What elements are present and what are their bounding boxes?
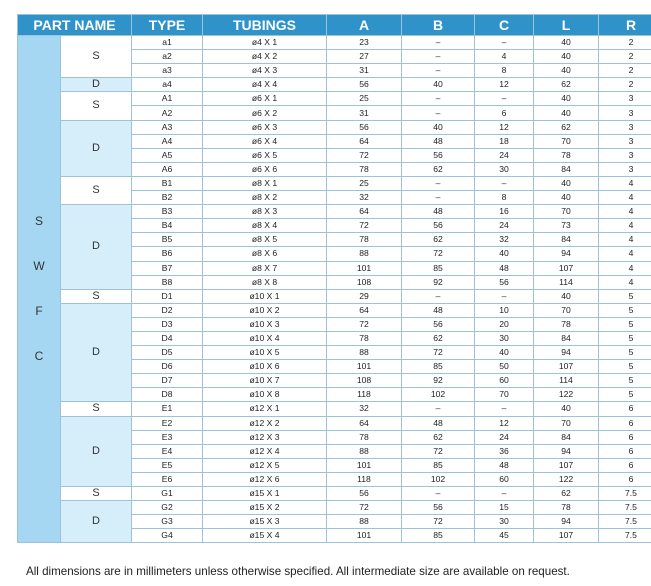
header-r: R [599, 15, 651, 36]
cell-r: 6 [599, 416, 651, 430]
cell-b: 48 [402, 303, 475, 317]
cell-b: – [402, 106, 475, 120]
cell-l: 114 [534, 374, 599, 388]
cell-a: 108 [327, 275, 402, 289]
cell-tubing: ø10 X 1 [203, 289, 327, 303]
cell-a: 78 [327, 233, 402, 247]
cell-b: 56 [402, 219, 475, 233]
cell-c: 60 [475, 472, 534, 486]
cell-type: D3 [132, 317, 203, 331]
cell-b: 85 [402, 458, 475, 472]
header-row [18, 15, 651, 36]
cell-r: 6 [599, 444, 651, 458]
cell-r: 2 [599, 64, 651, 78]
cell-b: 56 [402, 501, 475, 515]
cell-tubing: ø10 X 4 [203, 331, 327, 345]
series-letter: C [34, 349, 44, 364]
cell-b: 72 [402, 247, 475, 261]
cell-r: 7.5 [599, 515, 651, 529]
cell-tubing: ø6 X 6 [203, 162, 327, 176]
cell-tubing: ø10 X 5 [203, 346, 327, 360]
cell-a: 72 [327, 317, 402, 331]
cell-b: 56 [402, 148, 475, 162]
cell-type: A1 [132, 92, 203, 106]
cell-l: 40 [534, 402, 599, 416]
cell-a: 25 [327, 176, 402, 190]
cell-l: 70 [534, 134, 599, 148]
series-letter: S [34, 214, 43, 229]
cell-r: 6 [599, 430, 651, 444]
cell-l: 78 [534, 317, 599, 331]
cell-r: 7.5 [599, 487, 651, 501]
cell-l: 40 [534, 64, 599, 78]
cell-b: – [402, 191, 475, 205]
cell-tubing: ø6 X 1 [203, 92, 327, 106]
cell-a: 23 [327, 36, 402, 50]
cell-l: 70 [534, 303, 599, 317]
group-label: S [61, 176, 132, 204]
cell-tubing: ø8 X 1 [203, 176, 327, 190]
cell-r: 3 [599, 92, 651, 106]
cell-l: 40 [534, 92, 599, 106]
cell-r: 6 [599, 458, 651, 472]
table-row [18, 303, 651, 317]
cell-c: 6 [475, 106, 534, 120]
cell-type: a4 [132, 78, 203, 92]
cell-tubing: ø8 X 8 [203, 275, 327, 289]
cell-b: 62 [402, 430, 475, 444]
cell-a: 56 [327, 487, 402, 501]
cell-b: 48 [402, 205, 475, 219]
series-letter: W [33, 259, 45, 274]
cell-type: E1 [132, 402, 203, 416]
cell-c: 36 [475, 444, 534, 458]
header-tubings: TUBINGS [203, 15, 327, 36]
cell-b: 85 [402, 529, 475, 543]
cell-a: 72 [327, 148, 402, 162]
cell-r: 2 [599, 50, 651, 64]
cell-tubing: ø15 X 1 [203, 487, 327, 501]
cell-a: 78 [327, 162, 402, 176]
cell-r: 4 [599, 261, 651, 275]
cell-r: 3 [599, 106, 651, 120]
cell-type: B5 [132, 233, 203, 247]
cell-type: A3 [132, 120, 203, 134]
cell-a: 31 [327, 64, 402, 78]
cell-l: 40 [534, 176, 599, 190]
header-part-name: PART NAME [18, 15, 132, 36]
cell-c: – [475, 92, 534, 106]
cell-l: 122 [534, 472, 599, 486]
header-b: B [402, 15, 475, 36]
table-row [18, 78, 651, 92]
cell-c: 16 [475, 205, 534, 219]
cell-r: 5 [599, 317, 651, 331]
cell-l: 40 [534, 191, 599, 205]
cell-b: 85 [402, 261, 475, 275]
cell-type: B2 [132, 191, 203, 205]
cell-r: 2 [599, 36, 651, 50]
cell-r: 6 [599, 402, 651, 416]
cell-tubing: ø10 X 8 [203, 388, 327, 402]
cell-a: 32 [327, 191, 402, 205]
cell-type: E5 [132, 458, 203, 472]
cell-a: 101 [327, 458, 402, 472]
cell-c: 24 [475, 219, 534, 233]
cell-type: G3 [132, 515, 203, 529]
cell-tubing: ø12 X 4 [203, 444, 327, 458]
cell-c: 24 [475, 430, 534, 444]
cell-a: 32 [327, 402, 402, 416]
cell-c: 60 [475, 374, 534, 388]
cell-tubing: ø10 X 7 [203, 374, 327, 388]
cell-r: 3 [599, 148, 651, 162]
cell-a: 64 [327, 303, 402, 317]
group-label: S [61, 92, 132, 120]
cell-l: 107 [534, 360, 599, 374]
cell-b: 40 [402, 120, 475, 134]
series-label [18, 36, 61, 543]
cell-type: a3 [132, 64, 203, 78]
cell-c: – [475, 487, 534, 501]
table-row [18, 176, 651, 190]
cell-type: B4 [132, 219, 203, 233]
cell-b: 62 [402, 331, 475, 345]
group-label: S [61, 289, 132, 303]
cell-c: 32 [475, 233, 534, 247]
cell-tubing: ø4 X 3 [203, 64, 327, 78]
cell-type: D6 [132, 360, 203, 374]
cell-r: 2 [599, 78, 651, 92]
cell-l: 62 [534, 487, 599, 501]
cell-tubing: ø8 X 7 [203, 261, 327, 275]
dimensions-table [17, 14, 651, 543]
cell-tubing: ø12 X 1 [203, 402, 327, 416]
cell-type: B7 [132, 261, 203, 275]
cell-r: 5 [599, 388, 651, 402]
cell-type: E4 [132, 444, 203, 458]
cell-a: 88 [327, 515, 402, 529]
table-row [18, 289, 651, 303]
cell-r: 7.5 [599, 529, 651, 543]
cell-type: G2 [132, 501, 203, 515]
cell-c: 48 [475, 261, 534, 275]
cell-a: 108 [327, 374, 402, 388]
cell-b: – [402, 487, 475, 501]
cell-l: 73 [534, 219, 599, 233]
cell-tubing: ø15 X 3 [203, 515, 327, 529]
cell-c: 20 [475, 317, 534, 331]
header-l: L [534, 15, 599, 36]
cell-tubing: ø4 X 1 [203, 36, 327, 50]
cell-tubing: ø10 X 6 [203, 360, 327, 374]
cell-c: 50 [475, 360, 534, 374]
cell-tubing: ø12 X 2 [203, 416, 327, 430]
cell-l: 107 [534, 529, 599, 543]
cell-l: 107 [534, 261, 599, 275]
cell-c: 30 [475, 331, 534, 345]
cell-a: 101 [327, 261, 402, 275]
cell-a: 118 [327, 388, 402, 402]
cell-c: 12 [475, 416, 534, 430]
series-letter: F [35, 304, 43, 319]
cell-a: 78 [327, 331, 402, 345]
cell-c: 24 [475, 148, 534, 162]
table-row [18, 36, 651, 50]
header-a: A [327, 15, 402, 36]
cell-b: – [402, 92, 475, 106]
group-label: D [61, 120, 132, 176]
cell-r: 5 [599, 289, 651, 303]
cell-type: G1 [132, 487, 203, 501]
cell-a: 56 [327, 120, 402, 134]
cell-l: 62 [534, 78, 599, 92]
cell-r: 4 [599, 247, 651, 261]
group-label: S [61, 402, 132, 416]
cell-a: 64 [327, 134, 402, 148]
cell-l: 84 [534, 331, 599, 345]
cell-l: 114 [534, 275, 599, 289]
cell-type: D2 [132, 303, 203, 317]
cell-type: B8 [132, 275, 203, 289]
cell-l: 70 [534, 205, 599, 219]
cell-a: 64 [327, 205, 402, 219]
cell-c: 12 [475, 120, 534, 134]
cell-type: A6 [132, 162, 203, 176]
header-type: TYPE [132, 15, 203, 36]
cell-r: 4 [599, 275, 651, 289]
cell-tubing: ø6 X 4 [203, 134, 327, 148]
cell-c: 4 [475, 50, 534, 64]
table-row [18, 487, 651, 501]
cell-tubing: ø8 X 3 [203, 205, 327, 219]
cell-c: 30 [475, 515, 534, 529]
cell-b: – [402, 289, 475, 303]
cell-a: 118 [327, 472, 402, 486]
cell-r: 5 [599, 331, 651, 345]
cell-b: 72 [402, 346, 475, 360]
cell-b: 72 [402, 444, 475, 458]
cell-r: 6 [599, 472, 651, 486]
cell-l: 122 [534, 388, 599, 402]
cell-b: – [402, 36, 475, 50]
cell-a: 101 [327, 360, 402, 374]
cell-l: 94 [534, 444, 599, 458]
table-row [18, 501, 651, 515]
cell-c: – [475, 289, 534, 303]
cell-tubing: ø4 X 4 [203, 78, 327, 92]
cell-r: 5 [599, 360, 651, 374]
cell-c: 48 [475, 458, 534, 472]
cell-tubing: ø6 X 5 [203, 148, 327, 162]
cell-type: B1 [132, 176, 203, 190]
cell-c: 10 [475, 303, 534, 317]
cell-a: 72 [327, 219, 402, 233]
cell-tubing: ø10 X 2 [203, 303, 327, 317]
cell-tubing: ø8 X 6 [203, 247, 327, 261]
cell-b: 62 [402, 162, 475, 176]
cell-c: 15 [475, 501, 534, 515]
cell-b: 72 [402, 515, 475, 529]
table-row [18, 92, 651, 106]
cell-b: – [402, 50, 475, 64]
cell-tubing: ø8 X 4 [203, 219, 327, 233]
cell-type: G4 [132, 529, 203, 543]
cell-b: 92 [402, 275, 475, 289]
cell-a: 72 [327, 501, 402, 515]
table-body [18, 36, 651, 543]
cell-r: 5 [599, 346, 651, 360]
cell-r: 4 [599, 176, 651, 190]
table-row [18, 416, 651, 430]
cell-c: 30 [475, 162, 534, 176]
cell-c: 12 [475, 78, 534, 92]
cell-b: 62 [402, 233, 475, 247]
cell-type: D8 [132, 388, 203, 402]
cell-l: 40 [534, 36, 599, 50]
cell-b: – [402, 64, 475, 78]
cell-type: B6 [132, 247, 203, 261]
cell-a: 78 [327, 430, 402, 444]
cell-tubing: ø12 X 5 [203, 458, 327, 472]
cell-l: 40 [534, 289, 599, 303]
cell-r: 7.5 [599, 501, 651, 515]
cell-r: 5 [599, 303, 651, 317]
cell-type: A4 [132, 134, 203, 148]
cell-b: 102 [402, 388, 475, 402]
cell-tubing: ø10 X 3 [203, 317, 327, 331]
cell-l: 40 [534, 50, 599, 64]
table-row [18, 402, 651, 416]
cell-l: 70 [534, 416, 599, 430]
cell-tubing: ø15 X 4 [203, 529, 327, 543]
cell-c: 18 [475, 134, 534, 148]
cell-r: 4 [599, 219, 651, 233]
group-label: S [61, 36, 132, 78]
header-c: C [475, 15, 534, 36]
group-label: D [61, 303, 132, 402]
cell-a: 88 [327, 444, 402, 458]
footnote: All dimensions are in millimeters unless otherwise specified. All intermediate size are available on request. [26, 565, 570, 578]
cell-c: 40 [475, 346, 534, 360]
cell-tubing: ø8 X 5 [203, 233, 327, 247]
cell-type: E3 [132, 430, 203, 444]
cell-b: 56 [402, 317, 475, 331]
cell-c: 45 [475, 529, 534, 543]
cell-b: 40 [402, 78, 475, 92]
cell-l: 84 [534, 430, 599, 444]
cell-a: 101 [327, 529, 402, 543]
cell-type: a2 [132, 50, 203, 64]
cell-c: – [475, 36, 534, 50]
cell-type: D5 [132, 346, 203, 360]
cell-tubing: ø4 X 2 [203, 50, 327, 64]
cell-a: 29 [327, 289, 402, 303]
table-row [18, 120, 651, 134]
cell-type: D4 [132, 331, 203, 345]
cell-b: 85 [402, 360, 475, 374]
cell-tubing: ø6 X 2 [203, 106, 327, 120]
cell-a: 56 [327, 78, 402, 92]
cell-r: 3 [599, 162, 651, 176]
cell-c: 8 [475, 191, 534, 205]
cell-type: E2 [132, 416, 203, 430]
cell-a: 88 [327, 346, 402, 360]
cell-tubing: ø8 X 2 [203, 191, 327, 205]
cell-tubing: ø12 X 3 [203, 430, 327, 444]
cell-r: 4 [599, 191, 651, 205]
cell-l: 62 [534, 120, 599, 134]
cell-type: A2 [132, 106, 203, 120]
cell-type: A5 [132, 148, 203, 162]
group-label: D [61, 78, 132, 92]
cell-c: – [475, 176, 534, 190]
cell-tubing: ø12 X 6 [203, 472, 327, 486]
cell-r: 5 [599, 374, 651, 388]
cell-a: 31 [327, 106, 402, 120]
cell-a: 27 [327, 50, 402, 64]
cell-b: – [402, 176, 475, 190]
group-label: S [61, 487, 132, 501]
cell-l: 94 [534, 515, 599, 529]
cell-c: 8 [475, 64, 534, 78]
group-label: D [61, 416, 132, 486]
cell-type: E6 [132, 472, 203, 486]
cell-c: 56 [475, 275, 534, 289]
cell-b: 48 [402, 134, 475, 148]
cell-c: 70 [475, 388, 534, 402]
group-label: D [61, 501, 132, 543]
cell-type: D1 [132, 289, 203, 303]
cell-b: 92 [402, 374, 475, 388]
cell-r: 3 [599, 120, 651, 134]
cell-l: 40 [534, 106, 599, 120]
cell-r: 4 [599, 233, 651, 247]
cell-l: 107 [534, 458, 599, 472]
cell-c: – [475, 402, 534, 416]
table-row [18, 205, 651, 219]
cell-a: 25 [327, 92, 402, 106]
cell-r: 3 [599, 134, 651, 148]
cell-r: 4 [599, 205, 651, 219]
cell-l: 94 [534, 247, 599, 261]
cell-l: 84 [534, 233, 599, 247]
cell-a: 64 [327, 416, 402, 430]
cell-l: 78 [534, 501, 599, 515]
cell-tubing: ø15 X 2 [203, 501, 327, 515]
cell-a: 88 [327, 247, 402, 261]
cell-b: 48 [402, 416, 475, 430]
group-label: D [61, 205, 132, 290]
cell-b: – [402, 402, 475, 416]
cell-tubing: ø6 X 3 [203, 120, 327, 134]
cell-l: 84 [534, 162, 599, 176]
cell-l: 94 [534, 346, 599, 360]
cell-l: 78 [534, 148, 599, 162]
cell-b: 102 [402, 472, 475, 486]
cell-type: B3 [132, 205, 203, 219]
cell-type: D7 [132, 374, 203, 388]
cell-c: 40 [475, 247, 534, 261]
cell-type: a1 [132, 36, 203, 50]
